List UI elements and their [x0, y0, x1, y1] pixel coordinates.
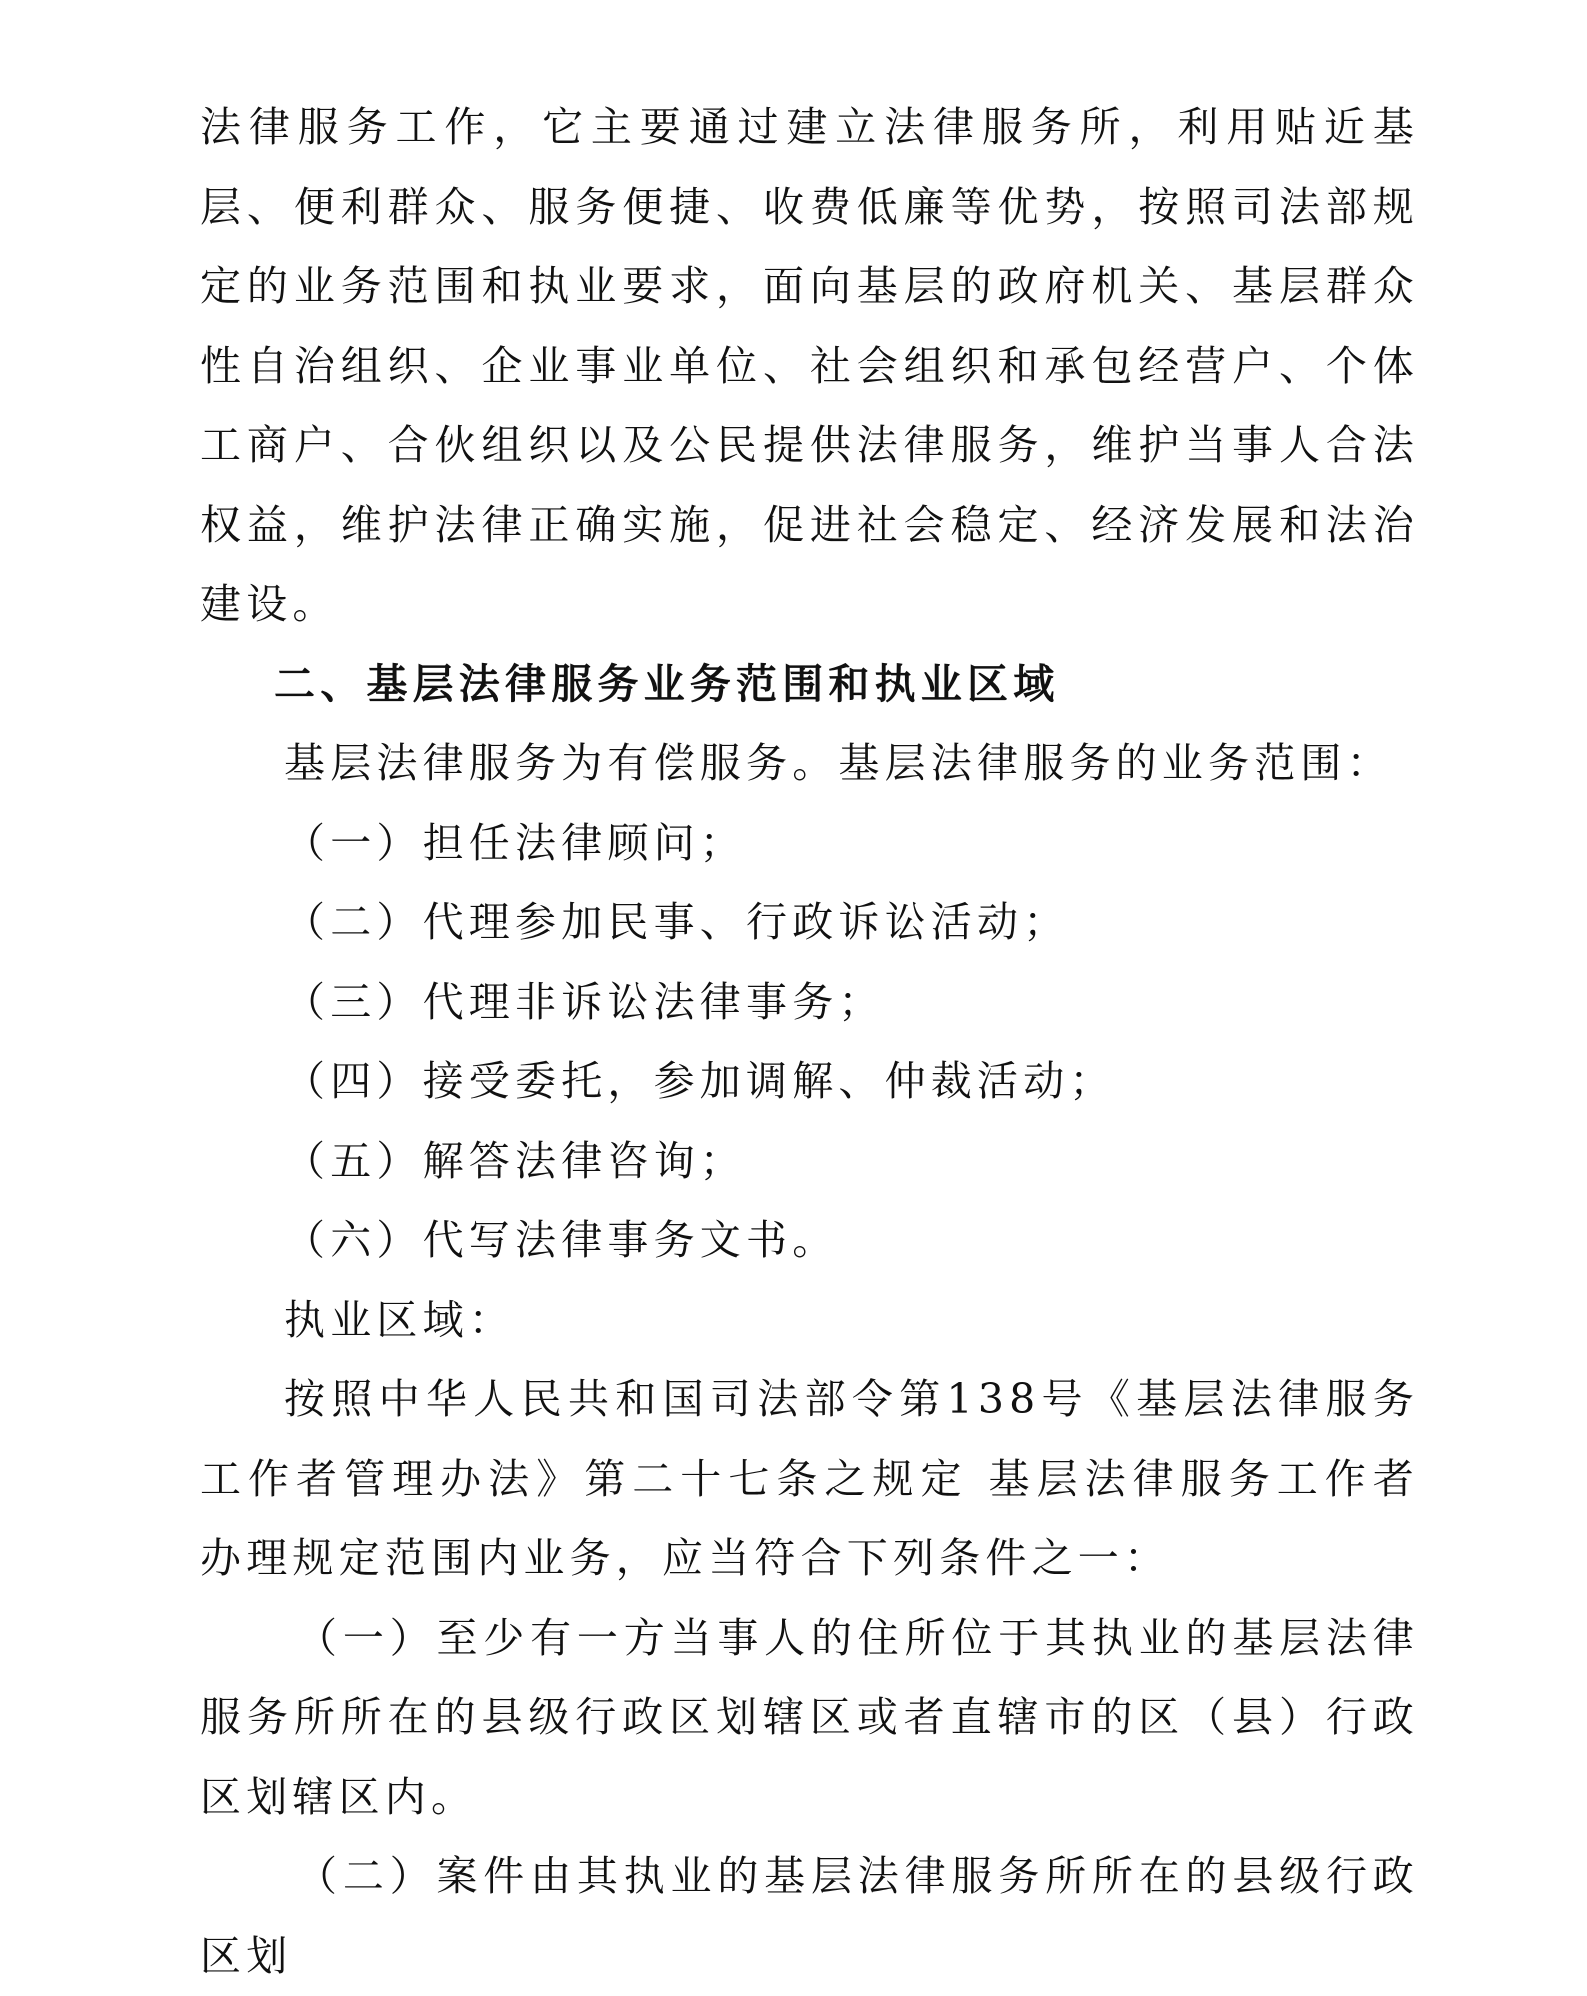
list-item: （三）代理非诉讼法律事务；: [284, 977, 885, 1026]
condition-item: （一）至少有一方当事人的住所位于其执业的基层法律服务所所在的县级行政区划辖区或者直辖市的区（县）行政区划辖区内。: [200, 1613, 1419, 1821]
list-item: （二）代理参加民事、行政诉讼活动；: [284, 898, 1070, 946]
paragraph-practice-area-label: 执业区域：: [284, 1295, 515, 1344]
paragraph-intro: 法律服务工作，它主要通过建立法律服务所，利用贴近基层、便利群众、服务便捷、收费低廉等优势，按照司法部规定的业务范围和执业要求，面向基层的政府机关、基层群众性自治组织、企业事业单位、社会组织和承包经营户、个体工商户、合伙组织以及公民提供法律服务，维护当事人合法权益，维护法律正确实施，促进社会稳定、经济发展和法治建设。: [200, 103, 1419, 628]
list-item: （六）代写法律事务文书。: [284, 1216, 839, 1264]
list-item: （五）解答法律咨询；: [284, 1136, 746, 1185]
paragraph-scope-intro: 基层法律服务为有偿服务。基层法律服务的业务范围：: [284, 739, 1393, 787]
section-heading: 二、基层法律服务业务范围和执业区域: [274, 659, 1060, 708]
condition-item: （二）案件由其执业的基层法律服务所所在的县级行政区划: [200, 1852, 1419, 1980]
list-item: （四）接受委托，参加调解、仲裁活动；: [284, 1057, 1116, 1105]
paragraph-regulation: 按照中华人民共和国司法部令第138号《基层法律服务工作者管理办法》第二十七条之规定 基层法律服务工作者办理规定范围内业务，应当符合下列条件之一：: [200, 1375, 1419, 1582]
list-item: （一）担任法律顾问；: [284, 818, 746, 867]
